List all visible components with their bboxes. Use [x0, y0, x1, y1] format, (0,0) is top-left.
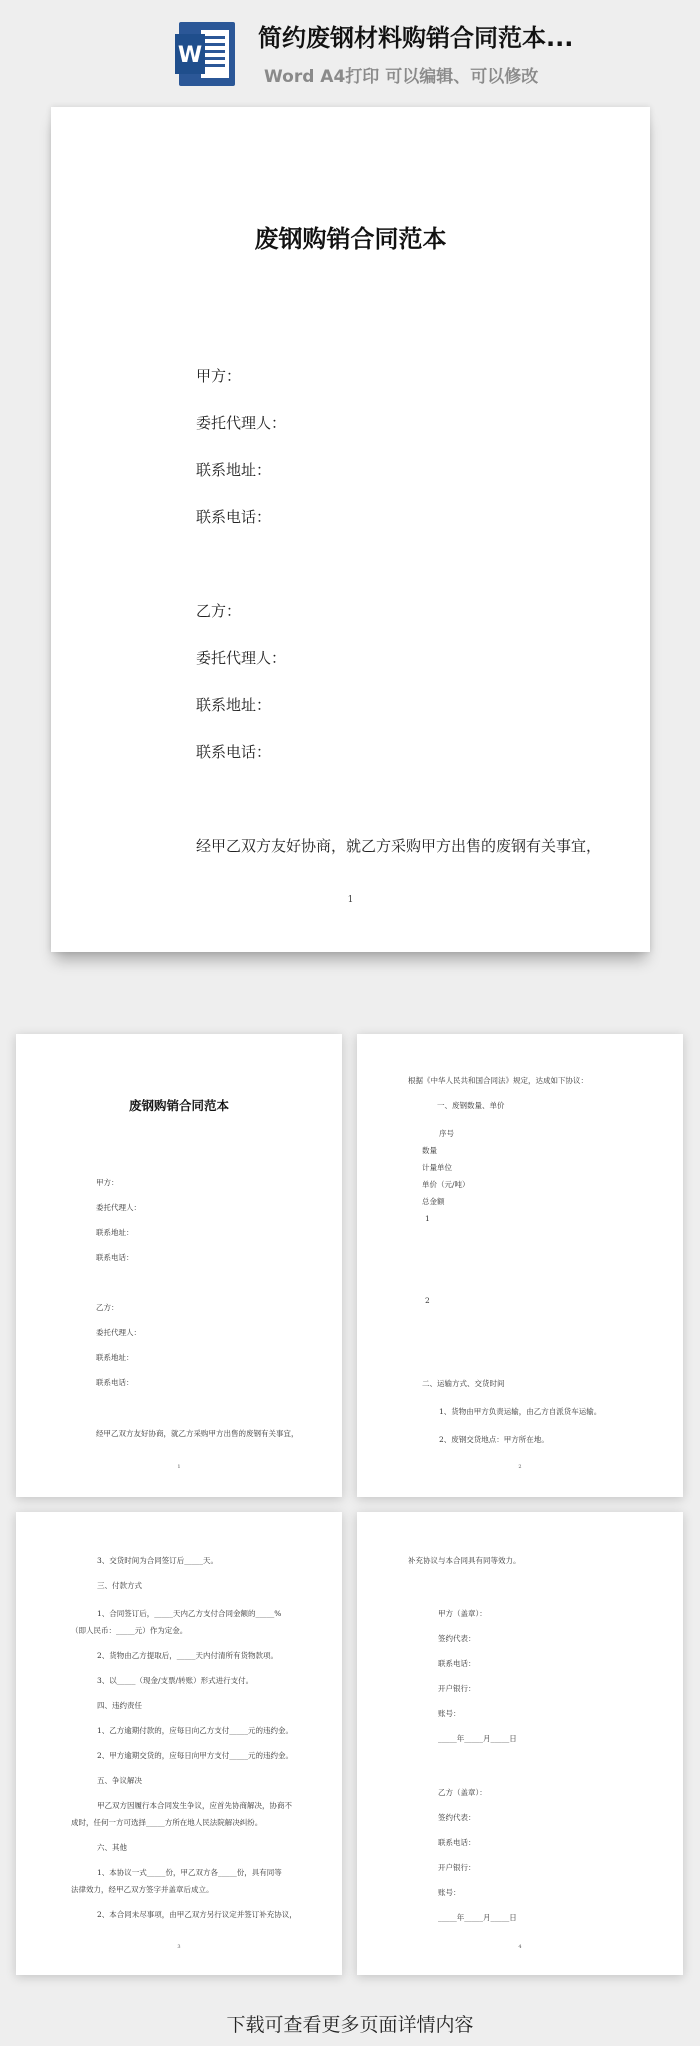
thumb-line: 甲方：	[96, 1178, 119, 1187]
thumb-line: 成时，任何一方可选择_____方所在地人民法院解决纠纷。	[71, 1818, 263, 1827]
download-more-prompt[interactable]: 下载可查看更多页面详情内容	[226, 2014, 474, 2036]
thumb-page-number: 1	[177, 1464, 181, 1470]
thumb-line: 2、本合同未尽事项，由甲乙双方另行议定并签订补充协议，	[97, 1910, 297, 1919]
contract-title: 废钢购销合同范本	[254, 224, 447, 253]
thumb-line: 乙方（盖章）：	[438, 1788, 487, 1797]
thumb-line: 三、付款方式	[97, 1581, 142, 1590]
thumb-line: 甲乙双方因履行本合同发生争议，应首先协商解决，协商不	[97, 1801, 292, 1810]
document-title: 简约废钢材料购销合同范本...	[258, 24, 574, 52]
thumb-line: 1、货物由甲方负责运输，由乙方自派货车运输。	[439, 1407, 602, 1416]
thumb-line: 联系电话：	[96, 1253, 134, 1262]
thumb-page-number: 2	[518, 1464, 522, 1470]
thumb-line: 2、废钢交货地点：甲方所在地。	[439, 1435, 549, 1444]
thumb-line: 3、交货时间为合同签订后_____天。	[97, 1556, 219, 1565]
thumbnail-page-2	[357, 1034, 683, 1497]
thumb-line: 委托代理人：	[96, 1203, 141, 1212]
party-a-phone: 联系电话：	[196, 508, 272, 526]
thumb-line: 计量单位	[422, 1163, 452, 1172]
thumb-line: （即人民币：_____元）作为定金。	[71, 1626, 188, 1635]
thumb-line: 总金额	[422, 1197, 445, 1206]
party-b-label: 乙方：	[196, 602, 242, 620]
thumb-line: _____年_____月_____日	[438, 1913, 517, 1922]
page-number: 1	[347, 895, 354, 905]
thumb-line: 五、争议解决	[97, 1776, 142, 1785]
document-subtitle: Word A4打印 可以编辑、可以修改	[264, 67, 539, 87]
thumb-line: 2	[425, 1296, 430, 1305]
party-b-address: 联系地址：	[196, 696, 272, 714]
thumb-page-number: 3	[177, 1944, 181, 1950]
thumb-line: 1	[425, 1214, 430, 1223]
thumb-line: 一、废钢数量、单价	[437, 1101, 505, 1110]
party-a-address: 联系地址：	[196, 461, 272, 479]
thumb-line: 乙方：	[96, 1303, 119, 1312]
thumb-line: 账号：	[438, 1888, 461, 1897]
thumb-line: 联系地址：	[96, 1353, 134, 1362]
thumb-line: 账号：	[438, 1709, 461, 1718]
thumb-line: 二、运输方式、交货时间	[422, 1379, 505, 1388]
thumbnail-page-4	[357, 1512, 683, 1975]
thumb-line: _____年_____月_____日	[438, 1734, 517, 1743]
thumb-line: 1、合同签订后，_____天内乙方支付合同金额的_____%	[97, 1609, 282, 1618]
logo-letter: W	[177, 43, 203, 68]
thumb-line: 开户银行：	[438, 1684, 476, 1693]
party-a-label: 甲方：	[196, 367, 242, 385]
thumb-line: 补充协议与本合同具有同等效力。	[408, 1556, 521, 1565]
thumb-line: 六、其他	[97, 1843, 127, 1852]
thumb-line: 甲方（盖章）：	[438, 1609, 487, 1618]
thumb-line: 签约代表：	[438, 1813, 476, 1822]
thumb-contract-title: 废钢购销合同范本	[128, 1098, 229, 1113]
thumb-line: 四、违约责任	[97, 1701, 142, 1710]
thumb-line: 法律效力，经甲乙双方签字并盖章后成立。	[71, 1885, 214, 1894]
thumb-line: 联系地址：	[96, 1228, 134, 1237]
thumb-line: 3、以_____（现金/支票/转账）形式进行支付。	[97, 1676, 254, 1685]
header	[0, 0, 700, 100]
party-b-agent: 委托代理人：	[196, 649, 287, 667]
thumb-line: 数量	[422, 1146, 437, 1155]
thumb-line: 联系电话：	[438, 1838, 476, 1847]
thumbnail-page-3	[16, 1512, 342, 1975]
thumb-line: 经甲乙双方友好协商，就乙方采购甲方出售的废钢有关事宜，	[96, 1429, 299, 1438]
main-page-preview	[51, 107, 650, 952]
thumb-line: 单价（元/吨）	[422, 1180, 470, 1189]
thumbnail-page-1	[16, 1034, 342, 1497]
word-document-icon	[175, 20, 237, 88]
party-a-agent: 委托代理人：	[196, 414, 287, 432]
thumb-line: 根据《中华人民共和国合同法》规定，达成如下协议：	[408, 1076, 588, 1085]
thumb-line: 2、货物由乙方提取后，_____天内付清所有货物款项。	[97, 1651, 279, 1660]
thumb-line: 序号	[439, 1129, 454, 1138]
thumb-line: 2、甲方逾期交货的，应每日向甲方支付_____元的违约金。	[97, 1751, 294, 1760]
contract-intro: 经甲乙双方友好协商，就乙方采购甲方出售的废钢有关事宜，	[196, 837, 602, 855]
thumb-line: 1、本协议一式_____份，甲乙双方各_____份，具有同等	[97, 1868, 282, 1877]
thumb-line: 签约代表：	[438, 1634, 476, 1643]
thumb-line: 1、乙方逾期付款的，应每日向乙方支付_____元的违约金。	[97, 1726, 294, 1735]
thumb-line: 联系电话：	[438, 1659, 476, 1668]
thumb-line: 开户银行：	[438, 1863, 476, 1872]
thumb-line: 联系电话：	[96, 1378, 134, 1387]
thumb-line: 委托代理人：	[96, 1328, 141, 1337]
party-b-phone: 联系电话：	[196, 743, 272, 761]
thumb-page-number: 4	[518, 1944, 522, 1950]
